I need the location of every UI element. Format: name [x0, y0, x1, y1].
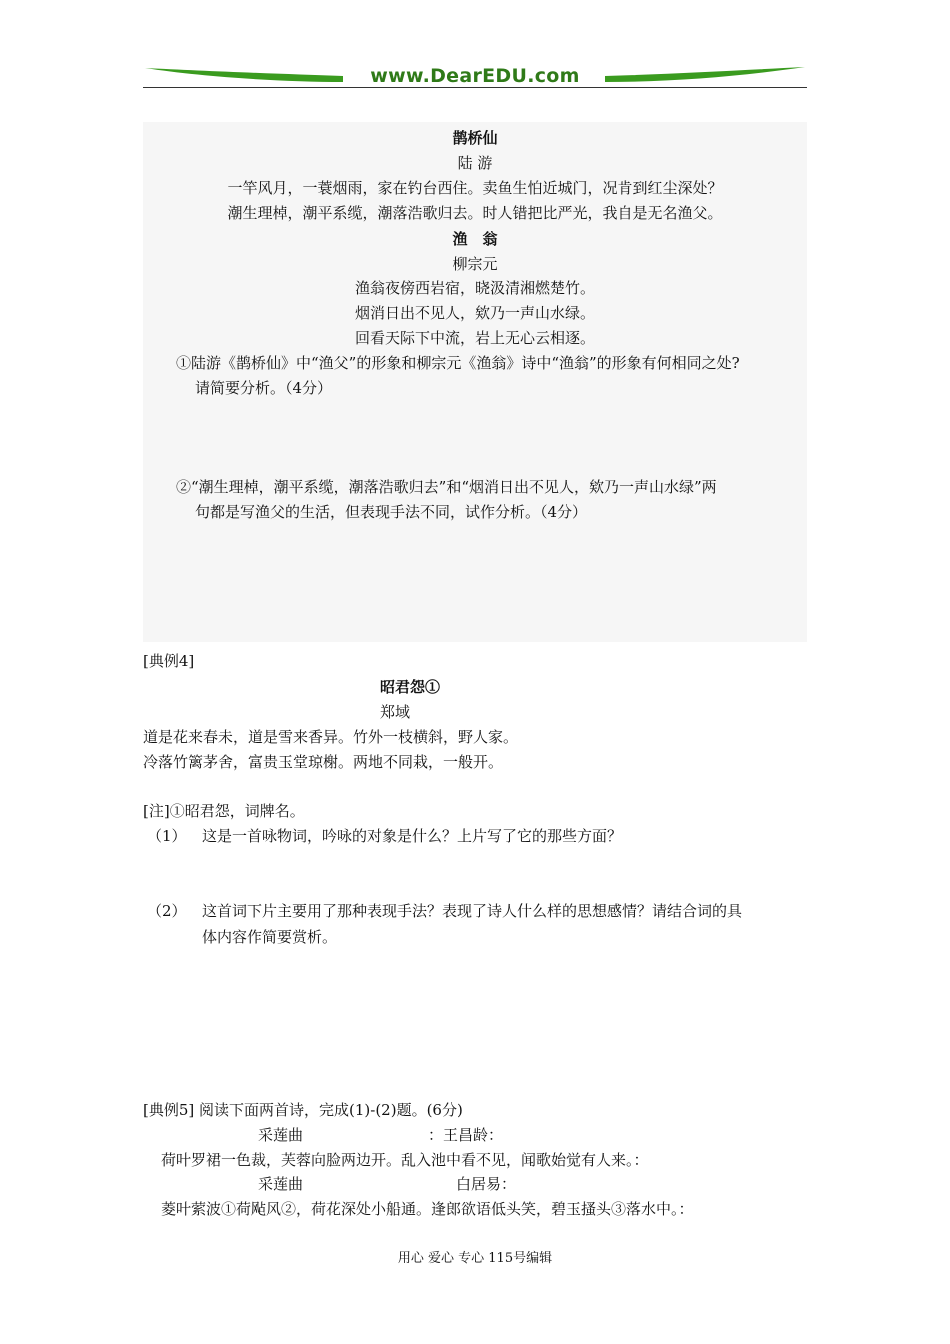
example5-poem-b-text: 菱叶萦波①荷飐风②，荷花深处小船通。逢郎欲语低头笑，碧玉搔头③落水中。：: [161, 1200, 694, 1218]
poem1-title: 鹊桥仙: [452, 129, 498, 147]
example5-poem-a-title: 采莲曲: [258, 1126, 304, 1144]
poem2-title: 渔 翁: [452, 230, 498, 248]
example4-poem-title: 昭君怨①: [380, 678, 441, 696]
poem1-author: 陆 游: [457, 154, 493, 172]
example4-poem-author: 郑域: [380, 703, 411, 721]
poem2-line: 烟消日出不见人，欸乃一声山水绿。: [354, 304, 595, 322]
example4-q2-text: 这首词下片主要用了那种表现手法？表现了诗人什么样的思想感情？请结合词的具: [202, 902, 743, 920]
question-1-text: 请简要分析。（4分）: [195, 379, 333, 397]
example5-poem-a-author: ：王昌龄：: [428, 1126, 504, 1144]
question-1-text: ①陆游《鹊桥仙》中“渔父”的形象和柳宗元《渔翁》诗中“渔翁”的形象有何相同之处?: [176, 354, 740, 372]
example5-poem-b-author: 白居易：: [456, 1175, 517, 1193]
example4-q1-text: 这是一首咏物词，吟咏的对象是什么？上片写了它的那些方面？: [202, 827, 623, 845]
example5-intro: [典例5] 阅读下面两首诗，完成(1)-(2)题。(6分): [143, 1101, 463, 1119]
example4-label: [典例4]: [143, 652, 195, 670]
example4-q2-text: 体内容作简要赏析。: [202, 928, 338, 946]
question-2-text: 句都是写渔父的生活，但表现手法不同，试作分析。（4分）: [195, 503, 588, 521]
poem1-line: 潮生理棹，潮平系缆，潮落浩歌归去。时人错把比严光，我自是无名渔父。: [227, 204, 723, 222]
example4-note: [注]①昭君怨，词牌名。: [143, 802, 305, 820]
example4-poem-line: 冷落竹篱茅舍，富贵玉堂琼榭。两地不同栽，一般开。: [143, 753, 504, 771]
header-divider: [143, 87, 807, 88]
example5-poem-b-title: 采莲曲: [258, 1175, 304, 1193]
poem2-author: 柳宗元: [452, 255, 498, 273]
site-logo[interactable]: www.DearEDU.com: [370, 65, 580, 87]
question-2-text: ②“潮生理棹，潮平系缆，潮落浩歌归去”和“烟消日出不见人，欸乃一声山水绿”两: [176, 478, 717, 496]
page-footer: 用心 爱心 专心 115号编辑: [397, 1251, 553, 1266]
example4-poem-line: 道是花来春未，道是雪来香异。竹外一枝横斜，野人家。: [143, 728, 519, 746]
poem2-line: 渔翁夜傍西岩宿，晓汲清湘燃楚竹。: [354, 279, 595, 297]
example4-q1-number: （1）: [147, 827, 187, 845]
example5-poem-a-text: 荷叶罗裙一色裁，芙蓉向脸两边开。乱入池中看不见，闻歌始觉有人来。：: [161, 1151, 649, 1169]
poem2-line: 回看天际下中流，岩上无心云相逐。: [354, 329, 595, 347]
poem1-line: 一竿风月，一蓑烟雨，家在钓台西住。卖鱼生怕近城门，况肯到红尘深处？: [227, 179, 723, 197]
example4-q2-number: （2）: [147, 902, 187, 920]
